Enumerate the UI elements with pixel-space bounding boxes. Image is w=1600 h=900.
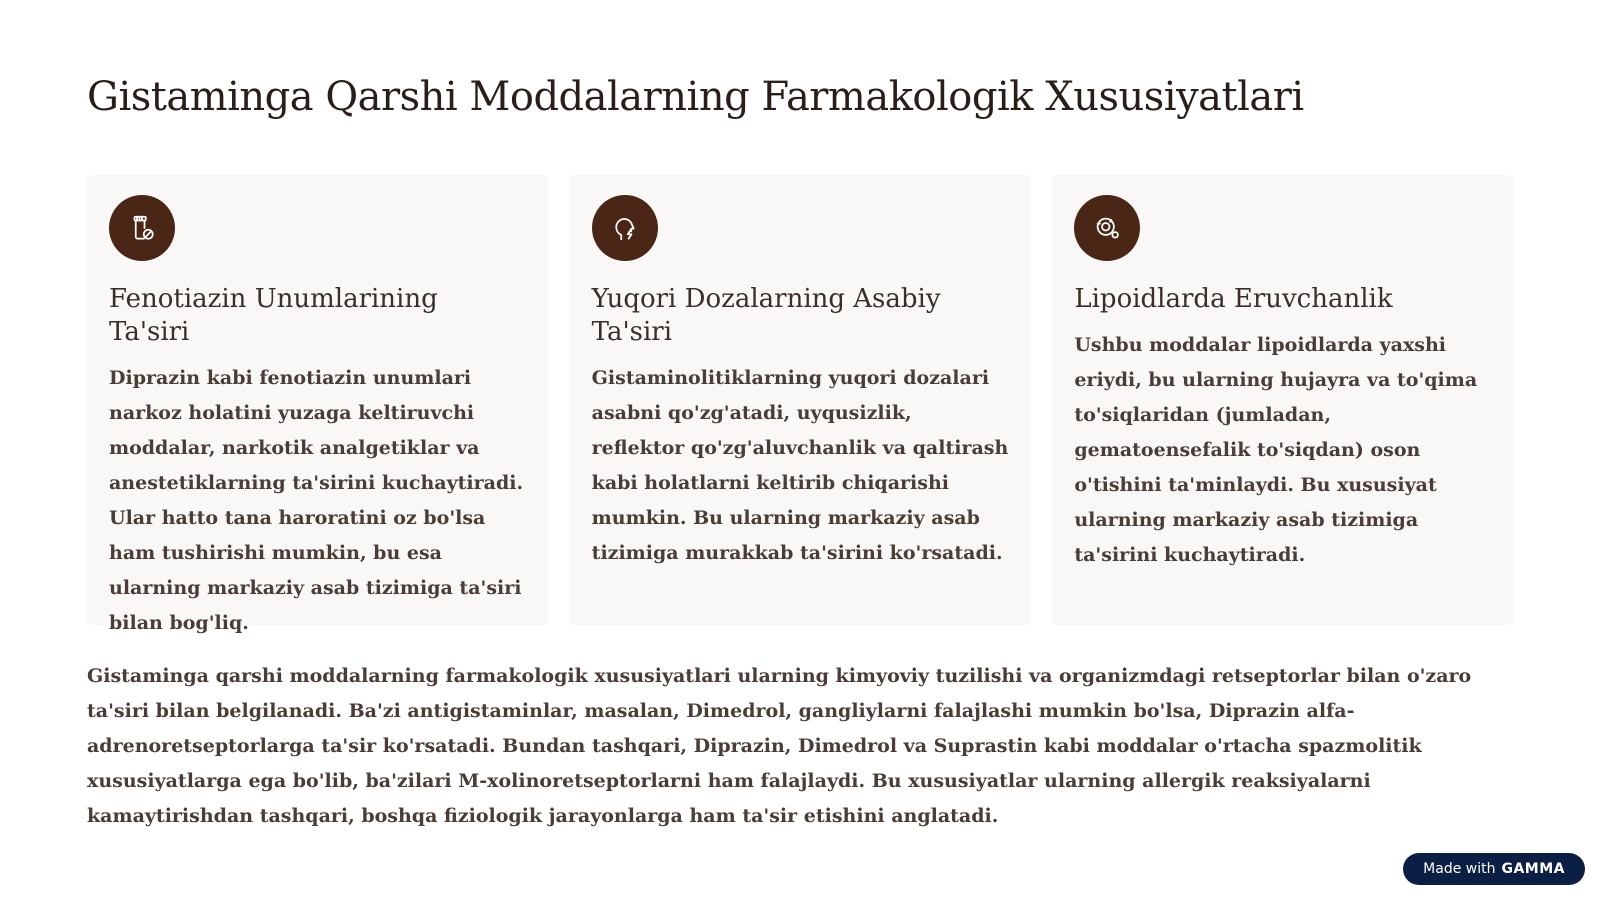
head-lightning-icon (592, 195, 658, 261)
card-fenotiazin (87, 175, 548, 634)
card-body: Gistaminolitiklarning yuqori dozalari asabni qo'zg'atadi, uyqusizlik, reflektor qo'zg'aluvchanlik va qaltirash kabi holatlarni keltirib chiqarishi mumkin. Bu ularning markaziy asab tizimiga murakkab ta'sirini ko'rsatadi. (591, 367, 1009, 564)
pill-bottle-icon (109, 195, 175, 261)
summary-paragraph: Gistaminga qarshi moddalarning farmakologik xususiyatlari ularning kimyoviy tuzilishi va organizmdagi retseptorlar bilan o'zaro ta'siri bilan belgilanadi. Ba'zi antigistaminlar, masalan, Dimedrol, gangliylarni falajlashi mumkin bo'lsa, Diprazin alfa-adrenoretseptorlarga ta'sir ko'rsatadi. Bundan tashqari, Diprazin, Dimedrol va Suprastin kabi moddalar o'rtacha spazmolitik xususiyatlarga ega bo'lib, ba'zilari M-xolinoretseptorlarni ham falajlaydi. Bu xususiyatlar ularning allergik reaksiyalarni kamaytirishdan tashqari, boshqa fiziologik jarayonlarga ham ta'sir etishini anglatadi. (87, 665, 1472, 827)
badge-prefix: Made with (1423, 861, 1496, 877)
card-lipoidlar (1052, 175, 1513, 625)
molecule-icon (1074, 195, 1140, 261)
card-body: Diprazin kabi fenotiazin unumlari narkoz holatini yuzaga keltiruvchi moddalar, narkotik analgetiklar va anestetiklarning ta'sirini kuchaytiradi. Ular hatto tana haroratini oz bo'lsa ham tushirishi mumkin, bu esa ularning markaziy asab tizimiga ta'siri bilan bog'liq. (109, 367, 524, 634)
card-title: Lipoidlarda Eruvchanlik (1074, 284, 1393, 314)
page-title: Gistaminga Qarshi Moddalarning Farmakologik Xususiyatlari (87, 74, 1304, 120)
card-title: Fenotiazin Unumlarining Ta'siri (109, 284, 438, 347)
feature-cards (87, 175, 1513, 634)
card-yuqori-dozalar (570, 175, 1031, 625)
made-with-gamma-badge[interactable] (1403, 853, 1585, 885)
gamma-logo: GAMMA (1501, 861, 1565, 877)
card-body: Ushbu moddalar lipoidlarda yaxshi eriydi, bu ularning hujayra va to'qima to'siqlaridan (jumladan, gematoensefalik to'siqdan) oson o'tishini ta'minlaydi. Bu xususiyat ularning markaziy asab tizimiga ta'sirini kuchaytiradi. (1074, 334, 1478, 566)
card-title: Yuqori Dozalarning Asabiy Ta'siri (591, 284, 941, 347)
